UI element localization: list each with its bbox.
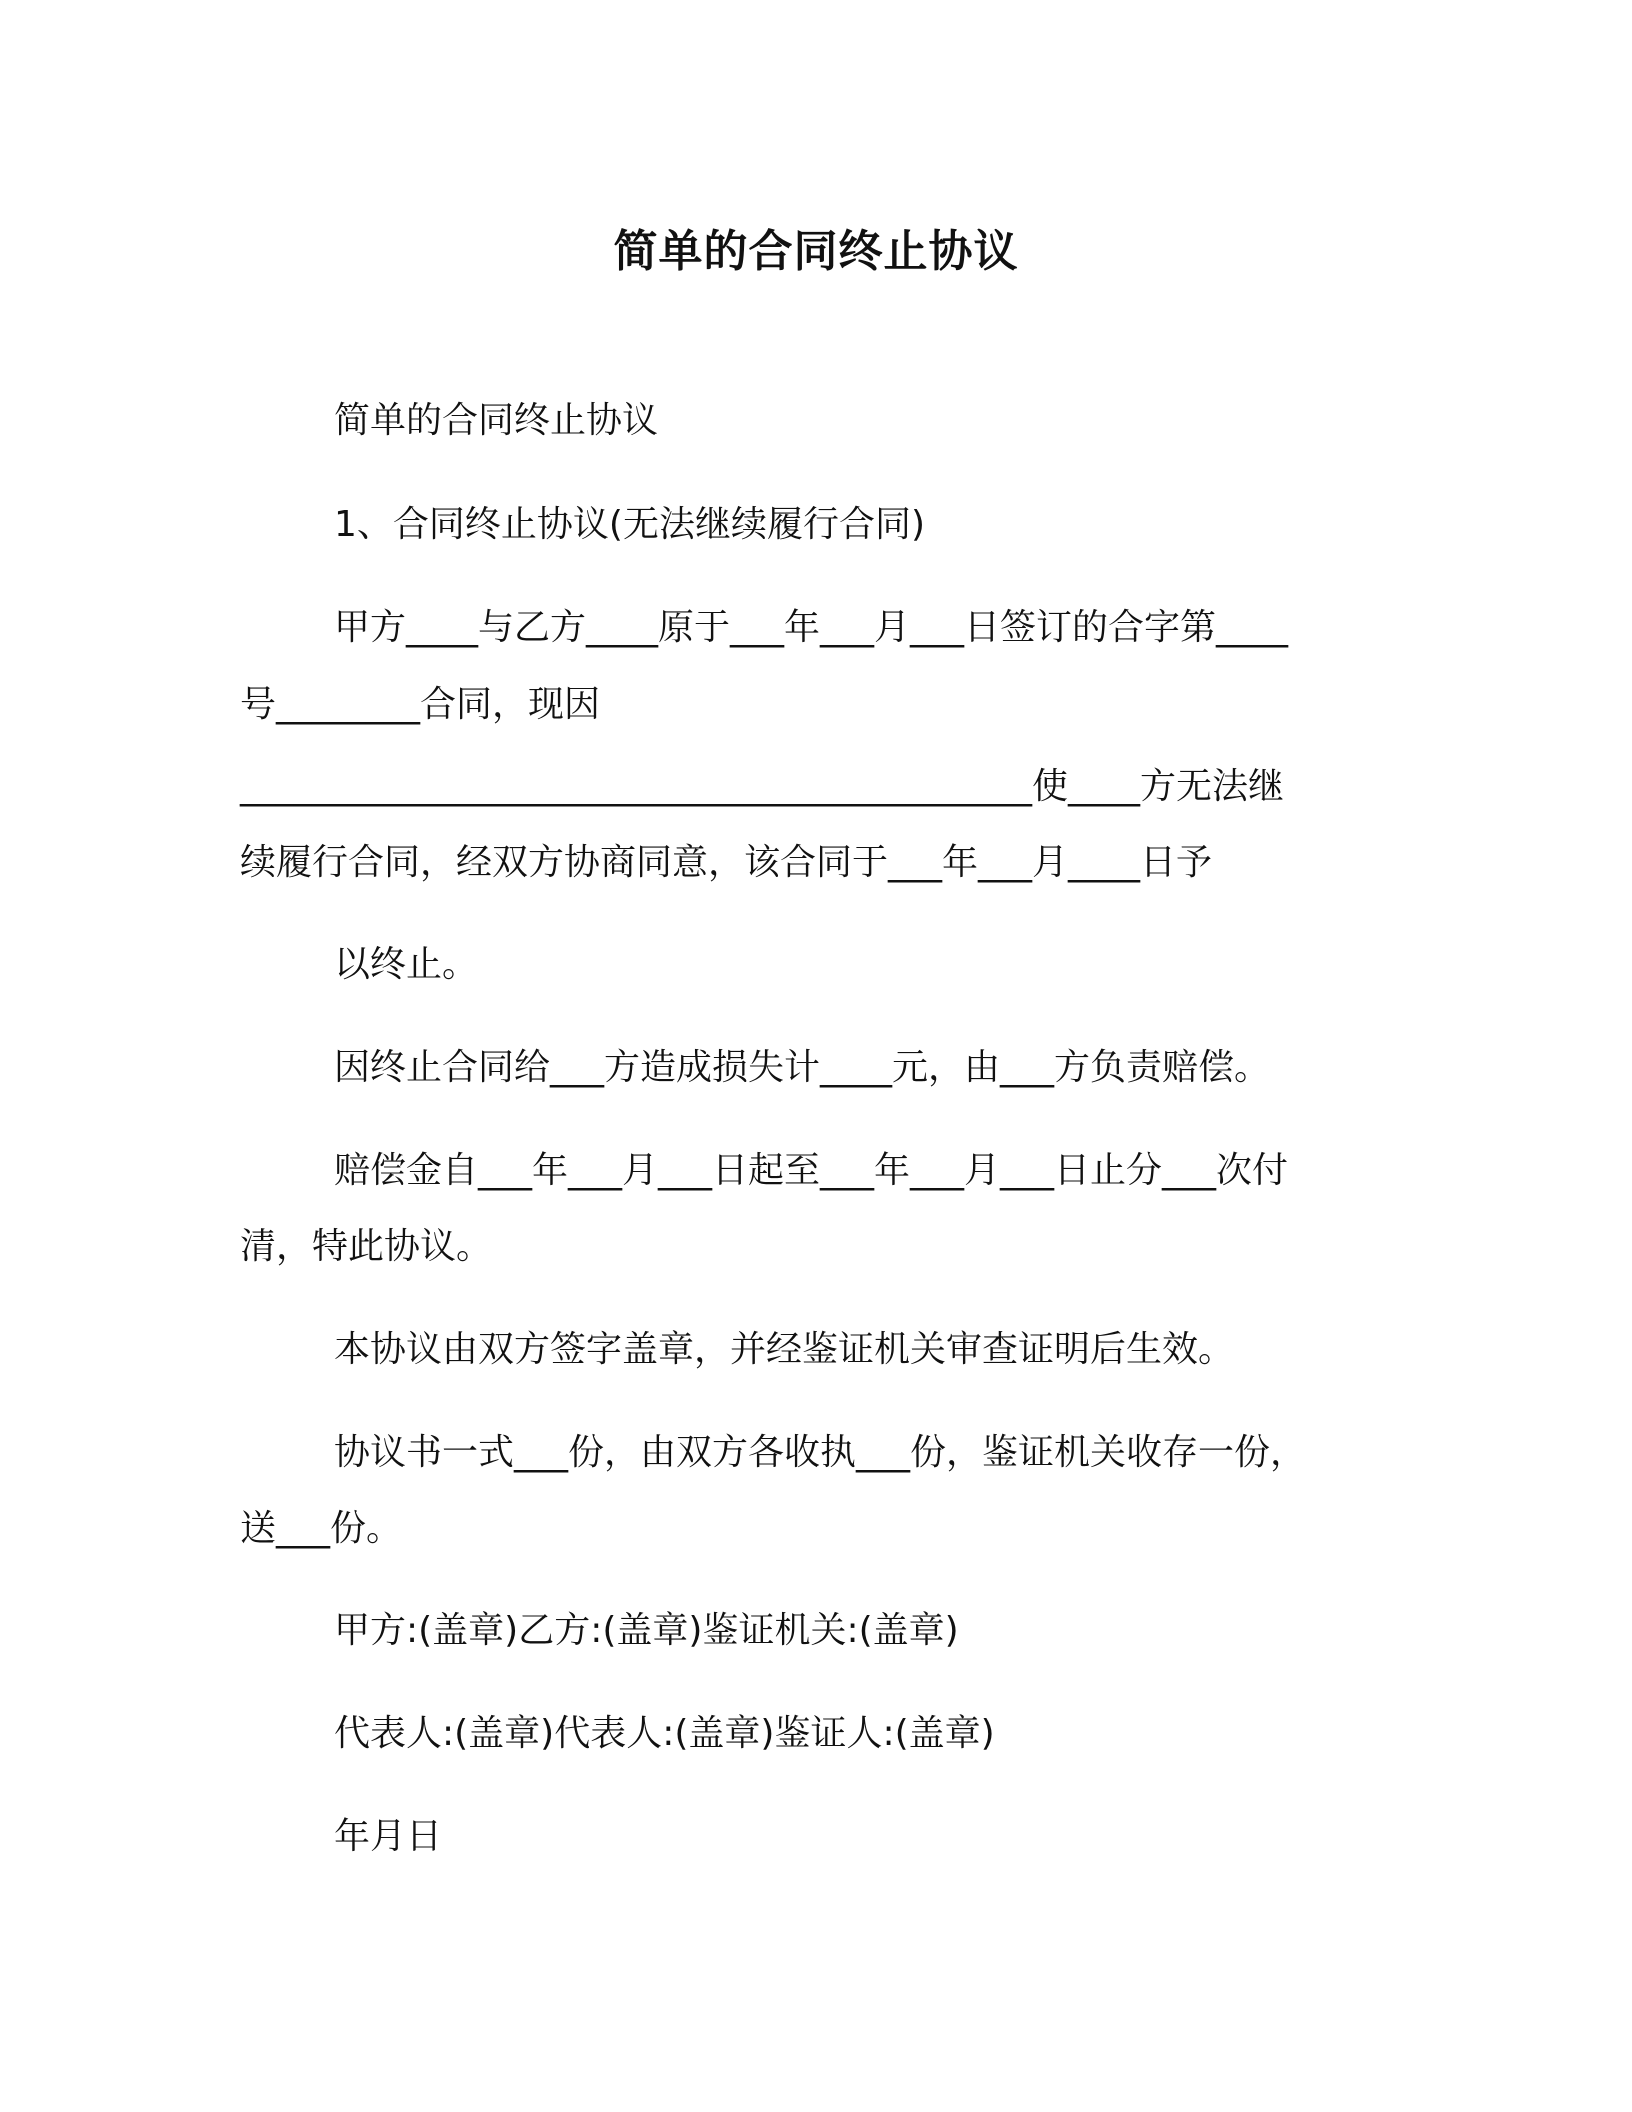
body-line: 号________合同，现因 bbox=[240, 684, 601, 725]
body-line: 因终止合同给___方造成损失计____元，由___方负责赔偿。 bbox=[334, 1047, 1271, 1088]
subtitle-line: 简单的合同终止协议 bbox=[334, 400, 659, 441]
date-line: 年月日 bbox=[334, 1816, 443, 1857]
body-line: 赔偿金自___年___月___日起至___年___月___日止分___次付 bbox=[334, 1150, 1289, 1191]
body-line: 以终止。 bbox=[334, 944, 479, 985]
representative-line: 代表人:(盖章)代表人:(盖章)鉴证人:(盖章) bbox=[334, 1713, 995, 1754]
body-line: 本协议由双方签字盖章，并经鉴证机关审查证明后生效。 bbox=[334, 1329, 1235, 1370]
section-heading: 1、合同终止协议(无法继续履行合同) bbox=[334, 504, 925, 545]
document-title: 简单的合同终止协议 bbox=[613, 226, 1019, 277]
body-line: 送___份。 bbox=[240, 1508, 403, 1549]
body-line: ____________________________________________使____方无法继 bbox=[240, 766, 1284, 807]
body-line: 续履行合同，经双方协商同意，该合同于___年___月____日予 bbox=[240, 842, 1213, 883]
body-line: 甲方____与乙方____原于___年___月___日签订的合字第____ bbox=[334, 607, 1289, 648]
body-line: 清，特此协议。 bbox=[240, 1226, 493, 1267]
signature-line: 甲方:(盖章)乙方:(盖章)鉴证机关:(盖章) bbox=[334, 1610, 959, 1651]
body-line: 协议书一式___份，由双方各收执___份，鉴证机关收存一份， bbox=[334, 1432, 1307, 1473]
